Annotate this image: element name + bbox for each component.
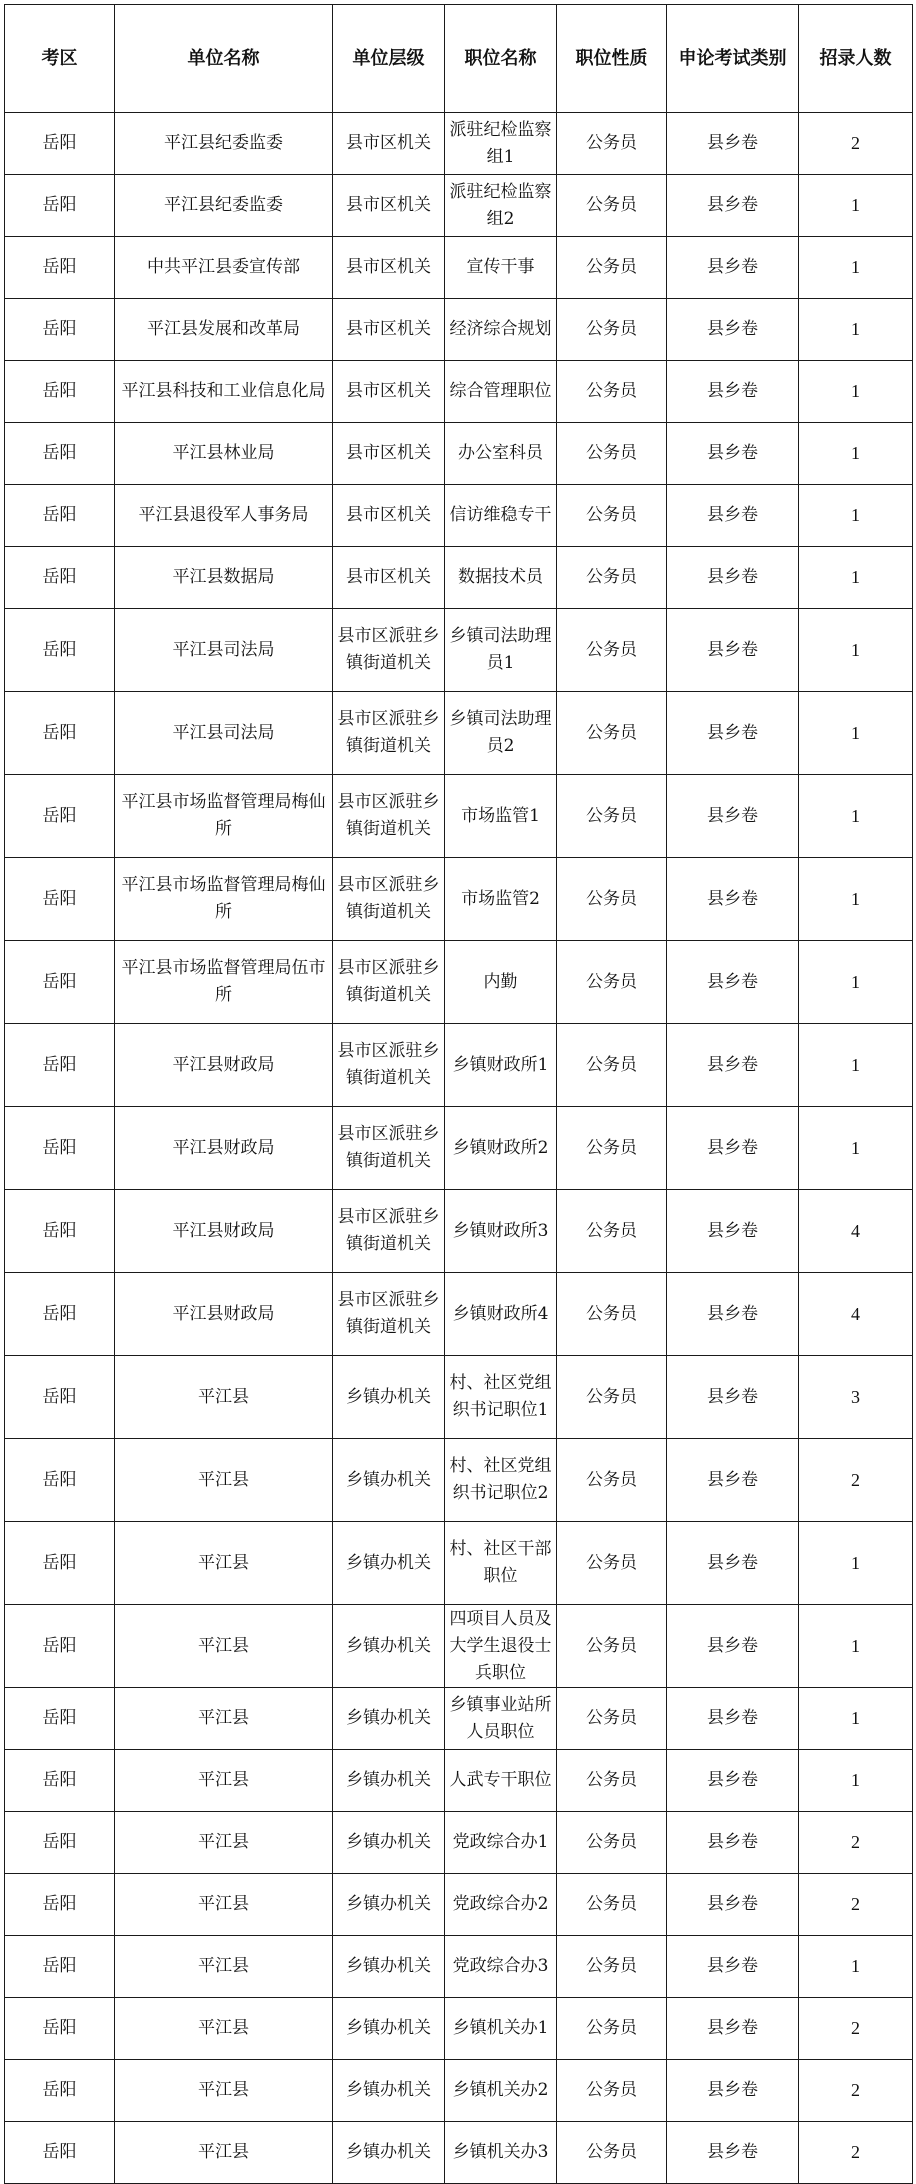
- table-row: [5, 1439, 913, 1522]
- cell-unit-level: 乡镇办机关: [333, 2060, 445, 2122]
- table-row: [5, 941, 913, 1024]
- cell-position-type: 公务员: [557, 1522, 667, 1605]
- cell-unit-name: 平江县市场监督管理局伍市所: [115, 941, 333, 1024]
- cell-position-type: 公务员: [557, 692, 667, 775]
- cell-exam-area: 岳阳: [5, 2122, 115, 2184]
- cell-unit-name: 平江县: [115, 1750, 333, 1812]
- cell-exam-area: 岳阳: [5, 1024, 115, 1107]
- cell-recruit-count: 3: [799, 1356, 913, 1439]
- cell-position-name: 乡镇机关办1: [445, 1998, 557, 2060]
- cell-unit-level: 县市区派驻乡镇街道机关: [333, 858, 445, 941]
- cell-exam-area: 岳阳: [5, 485, 115, 547]
- cell-recruit-count: 1: [799, 1688, 913, 1750]
- table-body: [5, 113, 913, 2184]
- cell-exam-area: 岳阳: [5, 237, 115, 299]
- cell-recruit-count: 2: [799, 1812, 913, 1874]
- table-row: [5, 299, 913, 361]
- cell-position-type: 公务员: [557, 1998, 667, 2060]
- table-row: [5, 175, 913, 237]
- table-row: [5, 1874, 913, 1936]
- cell-exam-area: 岳阳: [5, 113, 115, 175]
- cell-recruit-count: 1: [799, 485, 913, 547]
- cell-position-type: 公务员: [557, 299, 667, 361]
- cell-essay-category: 县乡卷: [667, 775, 799, 858]
- cell-position-name: 派驻纪检监察组1: [445, 113, 557, 175]
- cell-position-type: 公务员: [557, 361, 667, 423]
- cell-essay-category: 县乡卷: [667, 113, 799, 175]
- cell-unit-name: 平江县: [115, 1439, 333, 1522]
- cell-position-name: 经济综合规划: [445, 299, 557, 361]
- cell-unit-level: 县市区派驻乡镇街道机关: [333, 1107, 445, 1190]
- cell-unit-level: 县市区机关: [333, 237, 445, 299]
- cell-essay-category: 县乡卷: [667, 941, 799, 1024]
- cell-unit-level: 乡镇办机关: [333, 1439, 445, 1522]
- cell-unit-name: 平江县: [115, 1522, 333, 1605]
- table-row: [5, 113, 913, 175]
- cell-unit-name: 平江县: [115, 2060, 333, 2122]
- cell-unit-level: 县市区机关: [333, 547, 445, 609]
- table-row: [5, 1605, 913, 1688]
- cell-recruit-count: 1: [799, 1750, 913, 1812]
- table-row: [5, 1273, 913, 1356]
- table-row: [5, 1522, 913, 1605]
- cell-exam-area: 岳阳: [5, 1605, 115, 1688]
- table-row: [5, 485, 913, 547]
- table-row: [5, 423, 913, 485]
- cell-essay-category: 县乡卷: [667, 423, 799, 485]
- table-row: [5, 1024, 913, 1107]
- cell-unit-level: 县市区派驻乡镇街道机关: [333, 1190, 445, 1273]
- cell-position-name: 宣传干事: [445, 237, 557, 299]
- cell-unit-level: 乡镇办机关: [333, 1522, 445, 1605]
- cell-unit-name: 平江县科技和工业信息化局: [115, 361, 333, 423]
- cell-essay-category: 县乡卷: [667, 1936, 799, 1998]
- cell-unit-level: 县市区派驻乡镇街道机关: [333, 609, 445, 692]
- cell-essay-category: 县乡卷: [667, 1605, 799, 1688]
- cell-recruit-count: 1: [799, 1936, 913, 1998]
- cell-position-name: 信访维稳专干: [445, 485, 557, 547]
- cell-recruit-count: 1: [799, 237, 913, 299]
- cell-position-type: 公务员: [557, 237, 667, 299]
- table-row: [5, 361, 913, 423]
- cell-unit-name: 平江县市场监督管理局梅仙所: [115, 775, 333, 858]
- cell-exam-area: 岳阳: [5, 1750, 115, 1812]
- cell-exam-area: 岳阳: [5, 1439, 115, 1522]
- cell-exam-area: 岳阳: [5, 1874, 115, 1936]
- cell-recruit-count: 2: [799, 2122, 913, 2184]
- cell-unit-name: 平江县数据局: [115, 547, 333, 609]
- recruitment-table: [4, 4, 913, 2184]
- cell-exam-area: 岳阳: [5, 1936, 115, 1998]
- cell-position-name: 人武专干职位: [445, 1750, 557, 1812]
- cell-unit-level: 乡镇办机关: [333, 1812, 445, 1874]
- cell-unit-name: 中共平江县委宣传部: [115, 237, 333, 299]
- table-row: [5, 1688, 913, 1750]
- cell-position-type: 公务员: [557, 175, 667, 237]
- cell-unit-level: 乡镇办机关: [333, 1356, 445, 1439]
- cell-essay-category: 县乡卷: [667, 1273, 799, 1356]
- cell-unit-level: 县市区派驻乡镇街道机关: [333, 1273, 445, 1356]
- cell-position-name: 市场监管1: [445, 775, 557, 858]
- cell-essay-category: 县乡卷: [667, 1439, 799, 1522]
- table-row: [5, 858, 913, 941]
- cell-recruit-count: 1: [799, 423, 913, 485]
- cell-exam-area: 岳阳: [5, 1998, 115, 2060]
- cell-unit-level: 乡镇办机关: [333, 1688, 445, 1750]
- cell-unit-level: 县市区机关: [333, 361, 445, 423]
- cell-recruit-count: 1: [799, 1107, 913, 1190]
- cell-unit-level: 县市区派驻乡镇街道机关: [333, 775, 445, 858]
- table-row: [5, 2060, 913, 2122]
- cell-unit-level: 县市区派驻乡镇街道机关: [333, 692, 445, 775]
- cell-unit-name: 平江县司法局: [115, 692, 333, 775]
- cell-recruit-count: 2: [799, 2060, 913, 2122]
- cell-recruit-count: 1: [799, 1024, 913, 1107]
- cell-unit-name: 平江县发展和改革局: [115, 299, 333, 361]
- table-row: [5, 1107, 913, 1190]
- cell-exam-area: 岳阳: [5, 1522, 115, 1605]
- cell-exam-area: 岳阳: [5, 941, 115, 1024]
- cell-essay-category: 县乡卷: [667, 692, 799, 775]
- cell-unit-level: 乡镇办机关: [333, 1605, 445, 1688]
- cell-position-name: 乡镇司法助理员1: [445, 609, 557, 692]
- table-row: [5, 547, 913, 609]
- cell-position-name: 派驻纪检监察组2: [445, 175, 557, 237]
- cell-essay-category: 县乡卷: [667, 485, 799, 547]
- cell-exam-area: 岳阳: [5, 692, 115, 775]
- cell-position-name: 四项目人员及大学生退役士兵职位: [445, 1605, 557, 1688]
- cell-recruit-count: 1: [799, 858, 913, 941]
- cell-position-type: 公务员: [557, 941, 667, 1024]
- header-unit-level: 单位层级: [333, 5, 445, 113]
- cell-position-type: 公务员: [557, 1356, 667, 1439]
- cell-position-type: 公务员: [557, 1874, 667, 1936]
- table-row: [5, 1356, 913, 1439]
- table-row: [5, 692, 913, 775]
- cell-unit-name: 平江县退役军人事务局: [115, 485, 333, 547]
- cell-recruit-count: 1: [799, 299, 913, 361]
- cell-recruit-count: 2: [799, 1998, 913, 2060]
- cell-recruit-count: 2: [799, 1439, 913, 1522]
- cell-exam-area: 岳阳: [5, 1190, 115, 1273]
- cell-exam-area: 岳阳: [5, 775, 115, 858]
- cell-essay-category: 县乡卷: [667, 237, 799, 299]
- cell-recruit-count: 1: [799, 692, 913, 775]
- cell-position-type: 公务员: [557, 609, 667, 692]
- cell-essay-category: 县乡卷: [667, 2060, 799, 2122]
- cell-position-type: 公务员: [557, 423, 667, 485]
- cell-essay-category: 县乡卷: [667, 1107, 799, 1190]
- cell-essay-category: 县乡卷: [667, 1522, 799, 1605]
- cell-unit-name: 平江县财政局: [115, 1107, 333, 1190]
- cell-unit-name: 平江县林业局: [115, 423, 333, 485]
- cell-essay-category: 县乡卷: [667, 2122, 799, 2184]
- header-position-name: 职位名称: [445, 5, 557, 113]
- cell-essay-category: 县乡卷: [667, 1874, 799, 1936]
- table-header: [5, 5, 913, 113]
- cell-position-name: 村、社区党组织书记职位2: [445, 1439, 557, 1522]
- cell-unit-name: 平江县: [115, 1874, 333, 1936]
- cell-position-name: 党政综合办3: [445, 1936, 557, 1998]
- cell-position-name: 内勤: [445, 941, 557, 1024]
- cell-unit-name: 平江县司法局: [115, 609, 333, 692]
- cell-exam-area: 岳阳: [5, 1273, 115, 1356]
- cell-position-type: 公务员: [557, 1107, 667, 1190]
- cell-essay-category: 县乡卷: [667, 1190, 799, 1273]
- header-recruit-count: 招录人数: [799, 5, 913, 113]
- cell-exam-area: 岳阳: [5, 1812, 115, 1874]
- cell-unit-name: 平江县纪委监委: [115, 175, 333, 237]
- cell-position-type: 公务员: [557, 2122, 667, 2184]
- cell-position-type: 公务员: [557, 113, 667, 175]
- cell-position-type: 公务员: [557, 775, 667, 858]
- cell-position-name: 乡镇司法助理员2: [445, 692, 557, 775]
- cell-position-name: 村、社区党组织书记职位1: [445, 1356, 557, 1439]
- cell-unit-name: 平江县: [115, 2122, 333, 2184]
- cell-essay-category: 县乡卷: [667, 1998, 799, 2060]
- table-row: [5, 775, 913, 858]
- cell-position-type: 公务员: [557, 547, 667, 609]
- cell-recruit-count: 2: [799, 113, 913, 175]
- table-row: [5, 609, 913, 692]
- cell-unit-name: 平江县财政局: [115, 1024, 333, 1107]
- cell-position-name: 党政综合办2: [445, 1874, 557, 1936]
- cell-recruit-count: 1: [799, 175, 913, 237]
- cell-exam-area: 岳阳: [5, 1356, 115, 1439]
- cell-unit-name: 平江县: [115, 1356, 333, 1439]
- cell-position-name: 村、社区干部职位: [445, 1522, 557, 1605]
- cell-unit-name: 平江县: [115, 1688, 333, 1750]
- cell-position-name: 数据技术员: [445, 547, 557, 609]
- cell-unit-level: 县市区机关: [333, 113, 445, 175]
- cell-essay-category: 县乡卷: [667, 858, 799, 941]
- cell-unit-level: 乡镇办机关: [333, 1998, 445, 2060]
- header-unit-name: 单位名称: [115, 5, 333, 113]
- cell-position-type: 公务员: [557, 1750, 667, 1812]
- cell-exam-area: 岳阳: [5, 175, 115, 237]
- cell-unit-name: 平江县财政局: [115, 1190, 333, 1273]
- cell-essay-category: 县乡卷: [667, 175, 799, 237]
- cell-unit-level: 县市区派驻乡镇街道机关: [333, 941, 445, 1024]
- cell-position-name: 乡镇机关办2: [445, 2060, 557, 2122]
- cell-position-type: 公务员: [557, 1190, 667, 1273]
- cell-exam-area: 岳阳: [5, 1688, 115, 1750]
- cell-unit-level: 乡镇办机关: [333, 1750, 445, 1812]
- cell-unit-name: 平江县纪委监委: [115, 113, 333, 175]
- cell-essay-category: 县乡卷: [667, 1688, 799, 1750]
- cell-unit-level: 县市区派驻乡镇街道机关: [333, 1024, 445, 1107]
- cell-position-name: 市场监管2: [445, 858, 557, 941]
- cell-position-name: 乡镇财政所2: [445, 1107, 557, 1190]
- cell-position-name: 乡镇财政所4: [445, 1273, 557, 1356]
- cell-unit-level: 县市区机关: [333, 485, 445, 547]
- cell-unit-name: 平江县: [115, 1812, 333, 1874]
- cell-unit-name: 平江县市场监督管理局梅仙所: [115, 858, 333, 941]
- cell-essay-category: 县乡卷: [667, 1024, 799, 1107]
- cell-position-type: 公务员: [557, 1439, 667, 1522]
- header-position-type: 职位性质: [557, 5, 667, 113]
- cell-unit-level: 乡镇办机关: [333, 1874, 445, 1936]
- table-row: [5, 2122, 913, 2184]
- cell-unit-name: 平江县: [115, 1936, 333, 1998]
- table-row: [5, 1190, 913, 1273]
- table-row: [5, 1750, 913, 1812]
- cell-essay-category: 县乡卷: [667, 1750, 799, 1812]
- cell-position-type: 公务员: [557, 1688, 667, 1750]
- header-exam-area: 考区: [5, 5, 115, 113]
- cell-recruit-count: 1: [799, 941, 913, 1024]
- cell-essay-category: 县乡卷: [667, 547, 799, 609]
- cell-exam-area: 岳阳: [5, 858, 115, 941]
- cell-unit-level: 县市区机关: [333, 423, 445, 485]
- cell-recruit-count: 4: [799, 1190, 913, 1273]
- cell-position-name: 乡镇财政所3: [445, 1190, 557, 1273]
- cell-position-type: 公务员: [557, 1605, 667, 1688]
- cell-recruit-count: 1: [799, 775, 913, 858]
- header-essay-category: 申论考试类别: [667, 5, 799, 113]
- cell-position-name: 综合管理职位: [445, 361, 557, 423]
- cell-position-type: 公务员: [557, 1812, 667, 1874]
- cell-position-type: 公务员: [557, 485, 667, 547]
- cell-essay-category: 县乡卷: [667, 299, 799, 361]
- cell-essay-category: 县乡卷: [667, 361, 799, 423]
- cell-unit-name: 平江县: [115, 1998, 333, 2060]
- cell-position-type: 公务员: [557, 2060, 667, 2122]
- cell-essay-category: 县乡卷: [667, 1356, 799, 1439]
- cell-recruit-count: 4: [799, 1273, 913, 1356]
- cell-position-name: 办公室科员: [445, 423, 557, 485]
- cell-exam-area: 岳阳: [5, 2060, 115, 2122]
- cell-position-type: 公务员: [557, 858, 667, 941]
- cell-position-type: 公务员: [557, 1936, 667, 1998]
- cell-position-name: 乡镇事业站所人员职位: [445, 1688, 557, 1750]
- cell-unit-level: 县市区机关: [333, 175, 445, 237]
- cell-recruit-count: 2: [799, 1874, 913, 1936]
- cell-recruit-count: 1: [799, 1605, 913, 1688]
- cell-exam-area: 岳阳: [5, 1107, 115, 1190]
- cell-position-name: 乡镇财政所1: [445, 1024, 557, 1107]
- cell-exam-area: 岳阳: [5, 547, 115, 609]
- cell-essay-category: 县乡卷: [667, 609, 799, 692]
- cell-exam-area: 岳阳: [5, 423, 115, 485]
- table-row: [5, 237, 913, 299]
- cell-unit-name: 平江县财政局: [115, 1273, 333, 1356]
- cell-position-type: 公务员: [557, 1273, 667, 1356]
- cell-recruit-count: 1: [799, 547, 913, 609]
- cell-unit-name: 平江县: [115, 1605, 333, 1688]
- cell-position-name: 党政综合办1: [445, 1812, 557, 1874]
- cell-position-type: 公务员: [557, 1024, 667, 1107]
- cell-exam-area: 岳阳: [5, 299, 115, 361]
- cell-exam-area: 岳阳: [5, 361, 115, 423]
- cell-exam-area: 岳阳: [5, 609, 115, 692]
- table-row: [5, 1998, 913, 2060]
- table-row: [5, 1812, 913, 1874]
- header-row: [5, 5, 913, 113]
- cell-unit-level: 县市区机关: [333, 299, 445, 361]
- cell-unit-level: 乡镇办机关: [333, 1936, 445, 1998]
- cell-unit-level: 乡镇办机关: [333, 2122, 445, 2184]
- cell-position-name: 乡镇机关办3: [445, 2122, 557, 2184]
- cell-essay-category: 县乡卷: [667, 1812, 799, 1874]
- cell-recruit-count: 1: [799, 361, 913, 423]
- cell-recruit-count: 1: [799, 609, 913, 692]
- table-row: [5, 1936, 913, 1998]
- cell-recruit-count: 1: [799, 1522, 913, 1605]
